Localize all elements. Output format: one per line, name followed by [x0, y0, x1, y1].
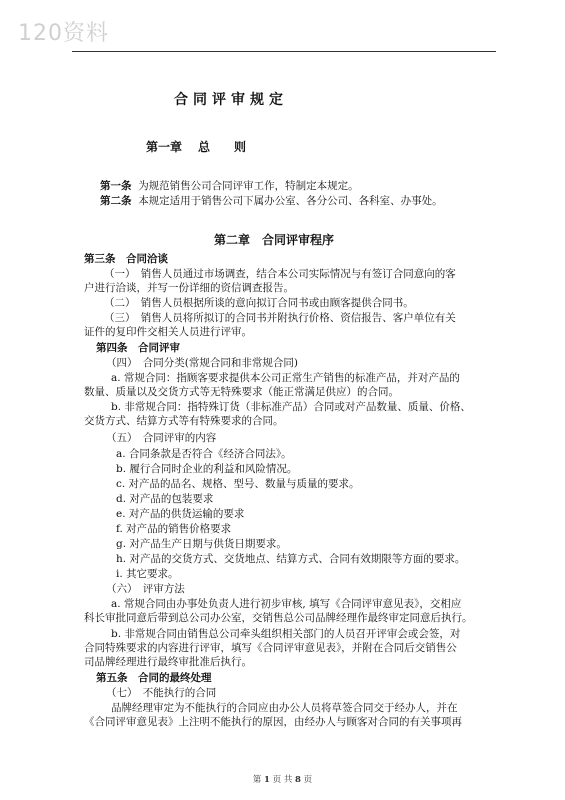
chapter-1-heading	[146, 140, 246, 154]
section-4a-line-1: a. 常规合同：指顾客要求提供本公司正常生产销售的标准产品，并对产品的	[111, 372, 460, 384]
article-1-label: 第一条	[100, 180, 132, 192]
section-6a-line-2: 科长审批同意后带到总公司办公室，交销售总公司品牌经理作最终审定同意后执行。	[84, 612, 473, 624]
article-1-text: 为规范销售公司合同评审工作，特制定本规定。	[138, 180, 359, 192]
footer-mid: 页 共	[272, 775, 293, 785]
article-5-title: 第五条 合同的最终处理	[96, 672, 212, 684]
chapter-1-number: 第一章	[146, 140, 183, 154]
section-4b-line-2: 交货方式、结算方式等有特殊要求的合同。	[84, 415, 284, 427]
section-7-heading: （七） 不能执行的合同	[106, 687, 217, 699]
para-3-1-line-2: 户进行洽谈，并写一份详细的资信调查报告。	[84, 282, 294, 294]
section-6b-line-1: b. 非常规合同由销售总公司牵头组织相关部门的人员召开评审会或会签，对	[111, 628, 461, 640]
review-item: i. 其它要求。	[116, 568, 179, 580]
chapter-1-name: 总 则	[198, 140, 247, 154]
review-item: c. 对产品的品名、规格、型号、数量与质量的要求。	[116, 478, 360, 490]
review-item: g. 对产品生产日期与供货日期要求。	[116, 538, 287, 550]
section-5-heading: （五） 合同评审的内容	[106, 432, 217, 444]
footer-end: 页	[303, 775, 313, 785]
section-4a-line-2: 数量、质量以及交货方式等无特殊要求（能正常满足供应）的合同。	[84, 386, 399, 398]
para-5-line-2: 《合同评审意见表》上注明不能执行的原因，由经办人与顾客对合同的有关事项再	[84, 716, 462, 728]
review-item: e. 对产品的供货运输的要求	[116, 508, 245, 520]
article-2-label: 第二条	[100, 195, 132, 207]
header-rule	[72, 51, 496, 52]
para-3-3-line-1: （三） 销售人员将所拟订的合同书并附执行价格、资信报告、客户单位有关	[104, 312, 456, 324]
footer-total-pages: 8	[295, 775, 301, 785]
article-1	[100, 179, 359, 193]
section-4b-line-1: b. 非常规合同：指特殊订货（非标准产品）合同或对产品数量、质量、价格、	[111, 401, 471, 413]
footer-page-number: 1	[264, 775, 270, 785]
para-3-2: （二） 销售人员根据所谈的意向拟订合同书或由顾客提供合同书。	[104, 297, 414, 309]
para-5-line-1: 品牌经理审定为不能执行的合同应由办公人员将草签合同交于经办人，并在	[111, 702, 458, 714]
review-item: d. 对产品的包装要求	[116, 493, 214, 505]
review-item: h. 对产品的交货方式、交货地点、结算方式、合同有效期限等方面的要求。	[116, 553, 466, 565]
review-item: a. 合同条款是否符合《经济合同法》。	[116, 448, 292, 460]
article-2-text: 本规定适用于销售公司下属办公室、各分公司、各科室、办事处。	[138, 195, 443, 207]
section-6b-line-2: 合同特殊要求的内容进行评审，填写《合同评审意见表》，并附在合同后交销售公	[84, 642, 457, 654]
page-footer	[0, 773, 565, 785]
chapter-2-heading: 第二章 合同评审程序	[214, 233, 335, 247]
section-4-heading: （四） 合同分类(常规合同和非常规合同)	[106, 357, 298, 369]
review-item: b. 履行合同时企业的利益和风险情况。	[116, 463, 298, 475]
para-3-1-line-1: （一） 销售人员通过市场调查，结合本公司实际情况与有签订合同意向的客	[104, 268, 456, 280]
article-2	[100, 194, 443, 208]
section-6a-line-1: a. 常规合同由办事处负责人进行初步审核, 填写《合同评审意见表》，交相应	[111, 598, 462, 610]
document-title: 合同评审规定	[174, 92, 288, 108]
article-3-title: 第三条 合同洽谈	[84, 253, 168, 265]
watermark-logo: 120资料	[18, 21, 109, 46]
article-4-title: 第四条 合同评审	[96, 342, 180, 354]
review-item: f. 对产品的销售价格要求	[116, 523, 232, 535]
section-6b-line-3: 司品牌经理进行最终审批准后执行。	[84, 656, 252, 668]
para-3-3-line-2: 证件的复印件交相关人员进行评审。	[84, 326, 252, 338]
footer-page-label: 第	[252, 775, 262, 785]
section-6-heading: （六） 评审方法	[106, 583, 185, 595]
